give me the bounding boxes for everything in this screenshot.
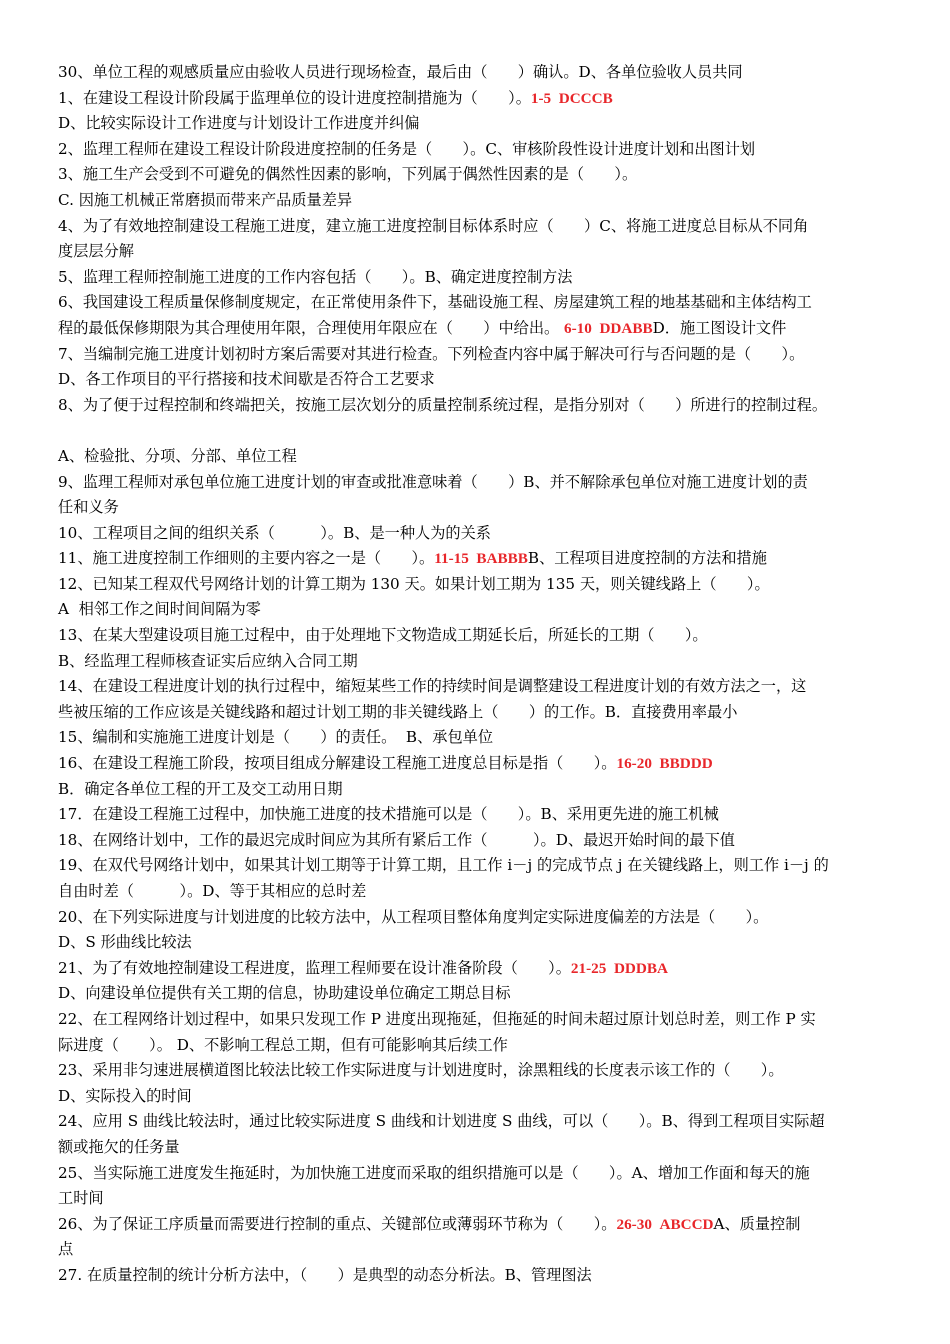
text-line: [58, 470, 900, 496]
answer-key: 1-5 DCCCB: [530, 89, 613, 107]
text-line: [58, 444, 900, 470]
text-line: [58, 623, 900, 649]
line-text: 3、施工生产会受到不可避免的偶然性因素的影响，下列属于偶然性因素的是（ ）。: [58, 165, 638, 184]
text-line: [58, 572, 900, 598]
line-text-continued: D．施工图设计文件: [652, 318, 787, 337]
text-line: [58, 777, 900, 803]
line-text: 任和义务: [58, 498, 119, 517]
text-line: [58, 1135, 900, 1161]
text-line: [58, 1033, 900, 1059]
text-line: [58, 1186, 900, 1212]
text-line: [58, 137, 900, 163]
line-text: 15、编制和实施施工进度计划是（ ）的责任。 B、承包单位: [58, 728, 494, 747]
text-line: [58, 495, 900, 521]
answer-key: 16-20 BBDDD: [616, 755, 713, 773]
line-text: D、比较实际设计工作进度与计划设计工作进度并纠偏: [58, 114, 420, 133]
line-text: 2、监理工程师在建设工程设计阶段进度控制的任务是（ ）。C、审核阶段性设计进度计划和出图计划: [58, 139, 756, 158]
document-page: [58, 60, 900, 1289]
text-line: [58, 905, 900, 931]
line-text: 8、为了便于过程控制和终端把关，按施工层次划分的质量控制系统过程，是指分别对（ ）所进行的控制过程。: [58, 395, 828, 414]
line-text: 13、在某大型建设项目施工过程中，由于处理地下文物造成工期延长后，所延长的工期（ ）。: [58, 626, 708, 645]
text-line: [58, 1007, 900, 1033]
line-text: 17．在建设工程施工过程中，加快施工进度的技术措施可以是（ ）。B、采用更先进的施工机械: [58, 805, 719, 824]
line-text: 5、监理工程师控制施工进度的工作内容包括（ ）。B、确定进度控制方法: [58, 267, 573, 286]
text-line: [58, 1109, 900, 1135]
text-line: [58, 981, 900, 1007]
line-text: 11、施工进度控制工作细则的主要内容之一是（ ）。: [58, 549, 435, 568]
line-text: A、检验批、分项、分部、单位工程: [58, 446, 297, 465]
line-text: 25、当实际施工进度发生拖延时，为加快施工进度而采取的组织措施可以是（ ）。A、增加工作面和每天的施: [58, 1163, 810, 1182]
line-text: 些被压缩的工作应该是关键线路和超过计划工期的非关键线路上（ ）的工作。B．直接费用率最小: [58, 702, 738, 721]
line-text: 际进度（ ）。 D、不影响工程总工期，但有可能影响其后续工作: [58, 1035, 508, 1054]
line-text: 程的最低保修期限为其合理使用年限，合理使用年限应在（ ）中给出。: [58, 318, 565, 337]
line-text: 9、监理工程师对承包单位施工进度计划的审查或批准意味着（ ）B、并不解除承包单位对施工进度计划的责: [58, 472, 808, 491]
text-line: [58, 649, 900, 675]
answer-key: 6-10 DDABB: [564, 319, 653, 337]
text-line: [58, 956, 900, 982]
text-line: [58, 290, 900, 316]
text-line: [58, 1212, 900, 1238]
line-text: 额或拖欠的任务量: [58, 1137, 180, 1156]
line-text: 1、在建设工程设计阶段属于监理单位的设计进度控制措施为（ ）。: [58, 88, 531, 107]
line-text: 度层层分解: [58, 242, 134, 261]
line-text: C. 因施工机械正常磨损而带来产品质量差异: [58, 190, 353, 209]
answer-key: 21-25 DDDBA: [570, 959, 668, 977]
line-text-continued: B、工程项目进度控制的方法和措施: [527, 549, 767, 568]
line-text: 19、在双代号网络计划中，如果其计划工期等于计算工期，且工作 i－j 的完成节点 j 在关键线路上，则工作 i－j 的: [58, 856, 829, 875]
text-line: [58, 60, 900, 86]
line-text: D、实际投入的时间: [58, 1086, 192, 1105]
text-line: [58, 674, 900, 700]
text-line: [58, 546, 900, 572]
line-text: 21、为了有效地控制建设工程进度，监理工程师要在设计准备阶段（ ）。: [58, 958, 571, 977]
line-text: 14、在建设工程进度计划的执行过程中，缩短某些工作的持续时间是调整建设工程进度计划的有效方法之一，这: [58, 677, 807, 696]
answer-key: 11-15 BABBB: [434, 550, 528, 568]
text-line: [58, 86, 900, 112]
line-text: 12、已知某工程双代号网络计划的计算工期为 130 天。如果计划工期为 135 天，则关键线路上（ ）。: [58, 574, 770, 593]
text-line: [58, 725, 900, 751]
text-line: [58, 214, 900, 240]
line-text: 7、当编制完施工进度计划初时方案后需要对其进行检查。下列检查内容中属于解决可行与否问题的是（ ）。: [58, 344, 805, 363]
text-line: [58, 1058, 900, 1084]
text-line: [58, 367, 900, 393]
text-line: [58, 342, 900, 368]
line-text: 点: [58, 1240, 74, 1259]
line-text: 4、为了有效地控制建设工程施工进度，建立施工进度控制目标体系时应（ ）C、将施工进度总目标从不同角: [58, 216, 809, 235]
text-line: [58, 1084, 900, 1110]
text-line: [58, 1161, 900, 1187]
line-text: 18、在网络计划中，工作的最迟完成时间应为其所有紧后工作（ ）。D、最迟开始时间的最下值: [58, 830, 735, 849]
line-text: 自由时差（ ）。D、等于其相应的总时差: [58, 882, 367, 900]
text-line: [58, 188, 900, 214]
text-line: [58, 521, 900, 547]
text-line: [58, 597, 900, 623]
text-line: [58, 751, 900, 777]
line-text: 工时间: [58, 1189, 104, 1208]
text-line: [58, 802, 900, 828]
text-line: [58, 700, 900, 726]
line-text: A 相邻工作之间时间间隔为零: [58, 600, 261, 619]
text-line: [58, 1237, 900, 1263]
line-text: 10、工程项目之间的组织关系（ ）。B、是一种人为的关系: [58, 523, 491, 542]
line-text: D、向建设单位提供有关工期的信息，协助建设单位确定工期总目标: [58, 984, 511, 1003]
line-text: D、各工作项目的平行搭接和技术间歇是否符合工艺要求: [58, 370, 435, 389]
text-line: [58, 316, 900, 342]
answer-key: 26-30 ABCCD: [616, 1215, 714, 1233]
line-text: B．确定各单位工程的开工及交工动用日期: [58, 779, 343, 798]
text-line: [58, 393, 900, 419]
line-text-continued: A、质量控制: [713, 1214, 801, 1233]
text-line: [58, 239, 900, 265]
line-text: 24、应用 S 曲线比较法时，通过比较实际进度 S 曲线和计划进度 S 曲线，可以（ ）。B、得到工程项目实际超: [58, 1112, 825, 1131]
line-text: 22、在工程网络计划过程中，如果只发现工作 P 进度出现拖延，但拖延的时间未超过原计划总时差，则工作 P 实: [58, 1009, 816, 1028]
line-text: 27. 在质量控制的统计分析方法中，（ ）是典型的动态分析法。B、管理图法: [58, 1265, 592, 1284]
text-line: [58, 879, 900, 905]
text-line: [58, 111, 900, 137]
line-text: 20、在下列实际进度与计划进度的比较方法中，从工程项目整体角度判定实际进度偏差的方法是（ ）。: [58, 907, 769, 926]
text-line: [58, 930, 900, 956]
line-text: 16、在建设工程施工阶段，按项目组成分解建设工程施工进度总目标是指（ ）。: [58, 754, 617, 773]
line-text: 26、为了保证工序质量而需要进行控制的重点、关键部位或薄弱环节称为（ ）。: [58, 1214, 617, 1233]
text-line: [58, 162, 900, 188]
line-text: 6、我国建设工程质量保修制度规定，在正常使用条件下，基础设施工程、房屋建筑工程的地基基础和主体结构工: [58, 293, 812, 312]
blank-line: [58, 418, 900, 444]
text-line: [58, 265, 900, 291]
line-text: B、经监理工程师核查证实后应纳入合同工期: [58, 651, 358, 670]
text-line: [58, 853, 900, 879]
text-line: [58, 828, 900, 854]
line-text: 23、采用非匀速进展横道图比较法比较工作实际进度与计划进度时，涂黑粗线的长度表示该工作的（ ）。: [58, 1061, 784, 1080]
line-text: 30、单位工程的观感质量应由验收人员进行现场检查，最后由（ ）确认。D、各单位验收人员共同: [58, 63, 743, 81]
text-line: [58, 1263, 900, 1289]
line-text: D、S 形曲线比较法: [58, 933, 192, 952]
